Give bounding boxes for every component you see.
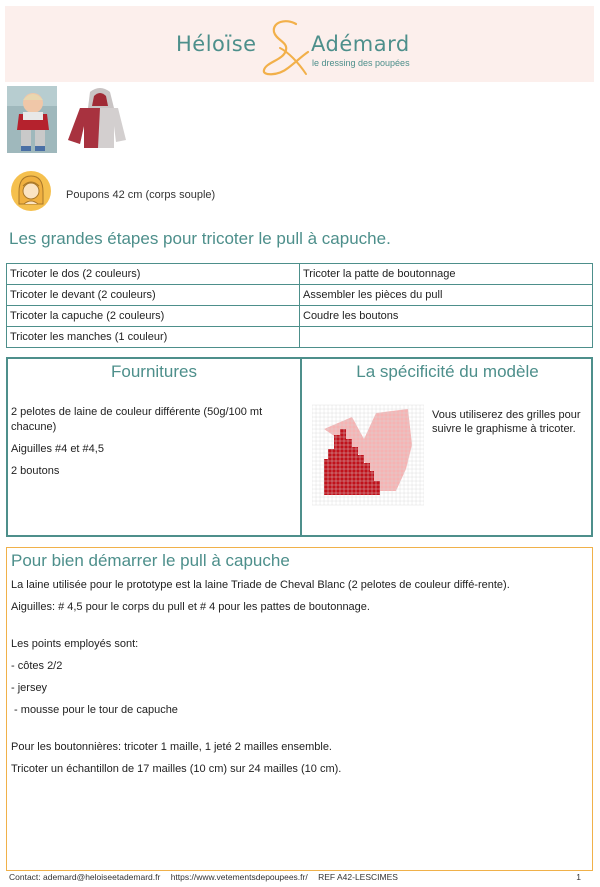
- list-item: 2 pelotes de laine de couleur différente (50g/100 mt chacune): [11, 406, 263, 433]
- buttonhole-paragraph: Pour les boutonnières: tricoter 1 maille, 1 jeté 2 mailles ensemble.: [11, 741, 332, 753]
- step-cell: Tricoter le dos (2 couleurs): [7, 264, 300, 285]
- doll-face-icon: [10, 170, 52, 212]
- table-row: [7, 306, 593, 327]
- needles-paragraph: Aiguilles: # 4,5 pour le corps du pull et # 4 pour les pattes de boutonnage.: [11, 601, 370, 613]
- step-cell: Coudre les boutons: [300, 306, 593, 327]
- doll-photo-image: [7, 86, 57, 153]
- sweater-photo-image: [60, 86, 136, 153]
- steps-table: [6, 263, 593, 348]
- step-cell: Tricoter les manches (1 couleur): [7, 327, 300, 348]
- knitting-grid-chart[interactable]: [312, 399, 424, 507]
- photo-thumbnail-sweater[interactable]: [60, 86, 136, 153]
- footer-contact[interactable]: Contact: ademard@heloiseetademard.fr: [9, 872, 161, 882]
- supplies-and-feature-box: [6, 357, 593, 537]
- column-divider: [300, 359, 302, 535]
- photo-thumbnail-doll[interactable]: [7, 86, 57, 153]
- step-cell: [300, 327, 593, 348]
- table-row: [7, 264, 593, 285]
- list-item: 2 boutons: [11, 465, 60, 477]
- feature-description: Vous utiliserez des grilles pour suivre le graphisme à tricoter.: [432, 409, 581, 435]
- table-row: [7, 285, 593, 306]
- step-cell: Tricoter la capuche (2 couleurs): [7, 306, 300, 327]
- brand-logo[interactable]: [176, 18, 436, 78]
- brand-name-right: Adémard: [311, 32, 410, 56]
- yarn-paragraph: La laine utilisée pour le prototype est la laine Triade de Cheval Blanc (2 pelotes de couleur diffé-rente).: [11, 579, 510, 591]
- step-cell: Tricoter le devant (2 couleurs): [7, 285, 300, 306]
- feature-title: La spécificité du modèle: [356, 362, 539, 381]
- getting-started-box: [6, 547, 593, 871]
- getting-started-body: [11, 578, 581, 784]
- header-banner: [5, 6, 594, 82]
- brand-tagline: le dressing des poupées: [312, 58, 410, 68]
- page-title: Les grandes étapes pour tricoter le pull à capuche.: [9, 229, 391, 248]
- footer-url[interactable]: https://www.vetementsdepoupees.fr/: [170, 872, 308, 882]
- step-cell: Tricoter la patte de boutonnage: [300, 264, 593, 285]
- page-footer: [9, 872, 589, 882]
- gauge-paragraph: Tricoter un échantillon de 17 mailles (10 cm) sur 24 mailles (10 cm).: [11, 763, 342, 775]
- list-item: - mousse pour le tour de capuche: [11, 704, 178, 716]
- list-item: - jersey: [11, 682, 48, 694]
- supplies-list: [11, 405, 286, 486]
- getting-started-title: Pour bien démarrer le pull à capuche: [11, 551, 290, 570]
- supplies-title: Fournitures: [111, 362, 197, 381]
- stitches-intro: Les points employés sont:: [11, 638, 139, 650]
- step-cell: Assembler les pièces du pull: [300, 285, 593, 306]
- footer-ref: REF A42-LESCIMES: [318, 872, 398, 882]
- brand-name-left: Héloïse: [176, 32, 257, 56]
- ampersand-logo-icon: [258, 18, 314, 78]
- audience-label: Poupons 42 cm (corps souple): [66, 189, 216, 201]
- page-number: 1: [576, 872, 581, 882]
- list-item: - côtes 2/2: [11, 660, 63, 672]
- list-item: Aiguilles #4 et #4,5: [11, 443, 104, 455]
- table-row: [7, 327, 593, 348]
